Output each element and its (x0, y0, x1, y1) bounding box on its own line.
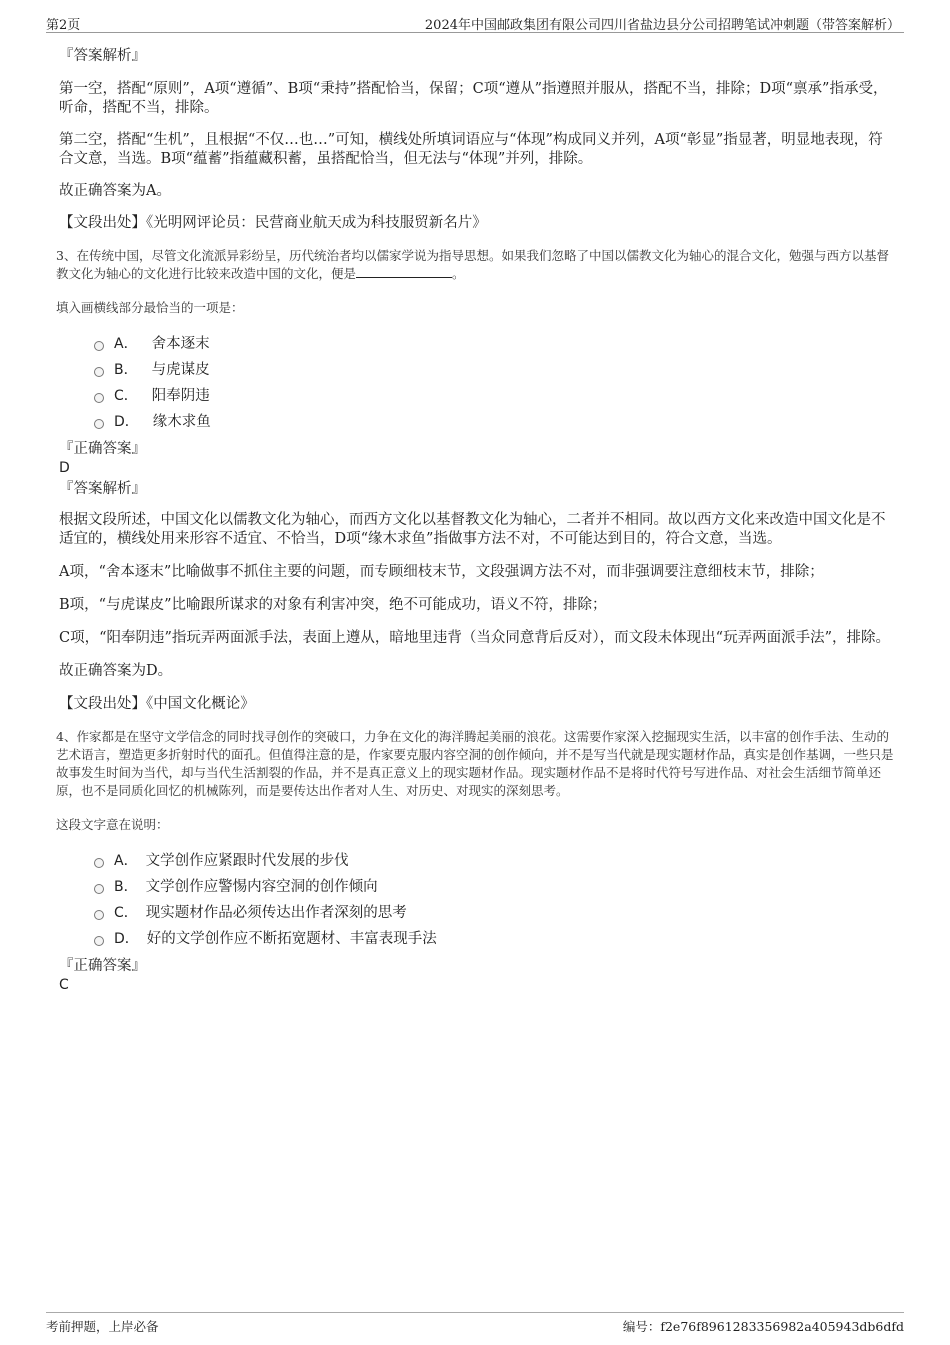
q3-option-b[interactable] (94, 357, 894, 383)
option-text: 文学创作应紧跟时代发展的步伐 (145, 853, 349, 869)
option-text: 现实题材作品必须传达出作者深刻的思考 (145, 905, 407, 921)
q4-option-d[interactable] (94, 926, 894, 952)
q3-analysis-p3: B项，“与虎谋皮”比喻跟所谋求的对象有利害冲突，绝不可能成功，语义不符，排除； (59, 597, 607, 613)
q3-answer: D (59, 460, 70, 476)
footer-slogan: 考前押题，上岸必备 (46, 1319, 159, 1334)
option-key: A． (114, 336, 138, 352)
q3-source: 【文段出处】《中国文化概论》 (59, 696, 255, 712)
q3-prompt: 填入画横线部分最恰当的一项是： (56, 300, 244, 315)
q2-conclusion: 故正确答案为A。 (59, 183, 171, 199)
page-header (46, 14, 904, 33)
option-key: C． (114, 388, 138, 404)
radio-icon[interactable] (94, 419, 104, 429)
q3-option-a[interactable] (94, 331, 894, 357)
option-key: C． (114, 905, 138, 921)
answer-blank (356, 265, 452, 278)
q3-option-d[interactable] (94, 409, 894, 435)
option-text: 舍本逐末 (151, 336, 210, 352)
q3-stem (56, 247, 894, 283)
q3-answer-label: 『正确答案』 (59, 441, 146, 457)
radio-icon[interactable] (94, 936, 104, 946)
q3-option-c[interactable] (94, 383, 894, 409)
q3-stem-end: 。 (452, 266, 465, 281)
option-text: 缘木求鱼 (152, 414, 211, 430)
q2-analysis-label: 『答案解析』 (59, 48, 146, 64)
q4-option-c[interactable] (94, 900, 894, 926)
option-text: 阳奉阴违 (151, 388, 210, 404)
q4-answer: C (59, 977, 69, 993)
radio-icon[interactable] (94, 367, 104, 377)
option-text: 文学创作应警惕内容空洞的创作倾向 (145, 879, 378, 895)
q4-option-a[interactable] (94, 848, 894, 874)
radio-icon[interactable] (94, 910, 104, 920)
page-footer (46, 1312, 904, 1335)
page-number: 第2页 (46, 18, 81, 33)
radio-icon[interactable] (94, 884, 104, 894)
radio-icon[interactable] (94, 341, 104, 351)
option-key: A． (114, 853, 138, 869)
option-key: B． (114, 362, 138, 378)
q3-options (94, 331, 894, 435)
radio-icon[interactable] (94, 393, 104, 403)
q3-stem-text: 3、在传统中国，尽管文化流派异彩纷呈，历代统治者均以儒家学说为指导思想。如果我们忽略了中国以儒教文化为轴心的混合文化，勉强与西方以基督教文化为轴心的文化进行比较来改造中国的文化，便是 (56, 248, 889, 281)
q2-analysis-p1: 第一空，搭配“原则”，A项“遵循”、B项“秉持”搭配恰当，保留；C项“遵从”指遵照并服从，搭配不当，排除；D项“禀承”指承受，听命，搭配不当，排除。 (59, 81, 888, 116)
q4-option-b[interactable] (94, 874, 894, 900)
option-text: 与虎谋皮 (151, 362, 210, 378)
option-key: D． (114, 931, 139, 947)
q4-prompt: 这段文字意在说明： (56, 817, 169, 832)
option-text: 好的文学创作应不断拓宽题材、丰富表现手法 (146, 931, 437, 947)
q4-answer-label: 『正确答案』 (59, 958, 146, 974)
option-key: B． (114, 879, 138, 895)
q3-analysis-p2: A项，“舍本逐末”比喻做事不抓住主要的问题，而专顾细枝末节，文段强调方法不对，而非强调要注意细枝末节，排除； (59, 564, 824, 580)
radio-icon[interactable] (94, 858, 104, 868)
page-content (56, 46, 894, 994)
q3-conclusion: 故正确答案为D。 (59, 663, 173, 679)
q3-analysis-p1: 根据文段所述，中国文化以儒教文化为轴心，而西方文化以基督教文化为轴心，二者并不相同。故以西方文化来改造中国文化是不适宜的，横线处用来形容不适宜、不恰当，D项“缘木求鱼”指做事方法不对，不可能达到目的，符合文意，当选。 (59, 512, 886, 547)
q4-options (94, 848, 894, 952)
q2-analysis-p2: 第二空，搭配“生机”，且根据“不仅…也…”可知，横线处所填词语应与“体现”构成同义并列，A项“彰显”指显著，明显地表现，符合文意，当选。B项“蕴蓄”指蕴藏积蓄，虽搭配恰当，但无法与“体现”并列，排除。 (59, 132, 883, 167)
q4-stem: 4、作家都是在坚守文学信念的同时找寻创作的突破口，力争在文化的海洋腾起美丽的浪花。这需要作家深入挖掘现实生活，以丰富的创作手法、生动的艺术语言，塑造更多折射时代的面孔。但值得注意的是，作家要克服内容空洞的创作倾向，并不是写当代就是现实题材作品，真实是创作基调，一些只是故事发生时间为当代，却与当代生活割裂的作品，并不是真正意义上的现实题材作品。现实题材作品不是将时代符号写进作品、对社会生活细节简单还原，也不是同质化回忆的机械陈列，而是要传达出作者对人生、对历史、对现实的深刻思考。 (56, 729, 894, 798)
q3-analysis-label: 『答案解析』 (59, 481, 146, 497)
option-key: D． (114, 414, 139, 430)
document-title: 2024年中国邮政集团有限公司四川省盐边县分公司招聘笔试冲刺题（带答案解析） (424, 18, 900, 33)
document-id: 编号：f2e76f8961283356982a405943db6dfd (622, 1319, 904, 1334)
q3-analysis-p4: C项，“阳奉阴违”指玩弄两面派手法，表面上遵从，暗地里违背（当众同意背后反对），而文段未体现出“玩弄两面派手法”，排除。 (59, 630, 890, 646)
q2-source: 【文段出处】《光明网评论员：民营商业航天成为科技服贸新名片》 (59, 215, 487, 231)
